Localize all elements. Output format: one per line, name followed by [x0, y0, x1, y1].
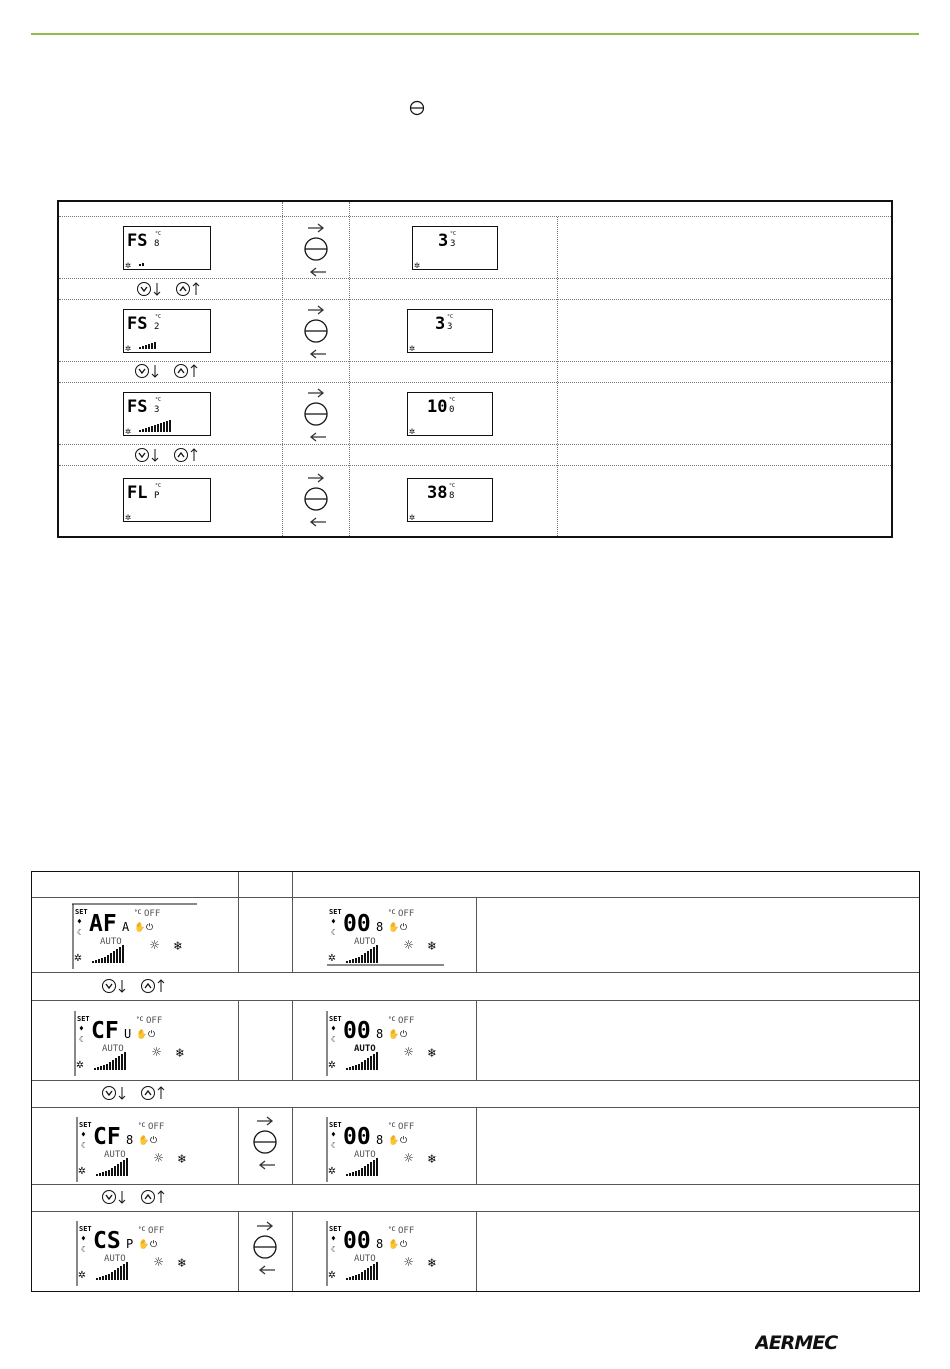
hand-icon: ✋	[388, 923, 400, 933]
fan-icon: ✲	[328, 950, 336, 965]
button-minus-icon	[302, 472, 332, 528]
unit-label: °C	[155, 397, 162, 403]
fan-icon: ✲	[409, 512, 416, 522]
column-divider	[476, 1000, 477, 1080]
speed-bars	[346, 1262, 378, 1280]
lcd-sub-text: 8	[376, 1133, 384, 1147]
button-minus-icon	[302, 304, 332, 360]
button-minus-icon	[251, 1220, 281, 1276]
lcd-main-text: 00	[343, 1228, 371, 1254]
fan-icon: ✲	[125, 426, 132, 436]
sun-icon: ☼	[152, 1043, 162, 1061]
auto-label: AUTO	[104, 1150, 126, 1160]
unit-label: °C	[155, 231, 162, 237]
hand-icon: ✋	[134, 923, 146, 933]
row-divider	[59, 465, 891, 466]
off-label: OFF	[398, 1016, 415, 1026]
lcd-main-text: CF	[91, 1018, 119, 1044]
full-lcd-display	[326, 903, 456, 969]
auto-label: AUTO	[354, 937, 376, 947]
row-divider	[32, 1080, 919, 1081]
off-label: OFF	[144, 909, 161, 919]
set-label: SET	[329, 1015, 342, 1023]
fan-icon: ✲	[125, 512, 132, 522]
thermometer-icon: ♦	[77, 917, 82, 926]
lcd-display	[407, 392, 493, 436]
fan-icon: ✲	[328, 1267, 336, 1282]
unit-label: °C	[449, 397, 456, 403]
auto-label: AUTO	[354, 1044, 376, 1054]
auto-label: AUTO	[104, 1254, 126, 1264]
snowflake-icon: ❄	[174, 939, 182, 954]
row-divider	[32, 972, 919, 973]
moon-icon: ☾	[81, 1245, 86, 1254]
fan-icon: ✲	[125, 260, 132, 270]
column-divider	[476, 897, 477, 972]
lcd-main-text: CF	[93, 1124, 121, 1150]
speed-bars	[346, 1158, 378, 1176]
column-divider	[238, 1211, 239, 1291]
lcd-main-text: CS	[93, 1228, 121, 1254]
lcd-display	[123, 478, 211, 522]
auto-label: AUTO	[354, 1254, 376, 1264]
thermometer-icon: ♦	[331, 917, 336, 926]
speed-bars	[94, 1052, 126, 1070]
row-divider	[32, 1184, 919, 1185]
power-icon: ⏻	[148, 1030, 156, 1040]
off-label: OFF	[398, 909, 415, 919]
lcd-sub-text: 8	[376, 1237, 384, 1251]
row-divider	[59, 444, 891, 445]
thermometer-icon: ♦	[331, 1130, 336, 1139]
fan-icon: ✲	[409, 343, 416, 353]
navigation-keys	[101, 1188, 173, 1206]
row-divider	[59, 382, 891, 383]
fan-icon: ✲	[409, 426, 416, 436]
set-label: SET	[329, 1225, 342, 1233]
lcd-sub-text: 2	[154, 322, 160, 332]
set-label: SET	[75, 908, 88, 916]
button-minus-icon	[251, 1115, 281, 1171]
lcd-main-text: FL	[127, 483, 148, 503]
moon-icon: ☾	[79, 1035, 84, 1044]
thermometer-icon: ♦	[331, 1234, 336, 1243]
navigation-keys	[101, 977, 173, 995]
column-divider	[349, 202, 350, 536]
unit-label: °C	[447, 314, 454, 320]
fan-icon: ✲	[125, 343, 132, 353]
speed-bars	[96, 1262, 128, 1280]
full-lcd-display	[326, 1010, 456, 1076]
lcd-main-text: 00	[343, 1018, 371, 1044]
full-lcd-display	[326, 1220, 456, 1286]
lcd-sub-text: U	[124, 1027, 132, 1041]
set-label: SET	[77, 1015, 90, 1023]
column-divider	[282, 202, 283, 536]
moon-icon: ☾	[331, 1141, 336, 1150]
full-lcd-display	[76, 1220, 206, 1286]
set-label: SET	[329, 1121, 342, 1129]
unit-label: °C	[136, 1016, 144, 1023]
power-icon: ⏻	[400, 1030, 408, 1040]
lcd-main-text: FS	[127, 231, 148, 251]
lcd-sub-text: 0	[449, 405, 455, 415]
header-rule	[31, 33, 919, 35]
hand-icon: ✋	[138, 1136, 150, 1146]
table-header-divider	[59, 216, 891, 217]
hand-icon: ✋	[388, 1240, 400, 1250]
lcd-main-text: FS	[127, 397, 148, 417]
lcd-display	[123, 309, 211, 353]
fan-icon: ✲	[328, 1057, 336, 1072]
unit-label: °C	[388, 1122, 396, 1129]
off-label: OFF	[146, 1016, 163, 1026]
snowflake-icon: ❄	[178, 1152, 186, 1167]
sun-icon: ☼	[404, 1253, 414, 1271]
lcd-display	[412, 226, 498, 270]
column-divider	[292, 872, 293, 972]
fan-icon: ✲	[76, 1057, 84, 1072]
lcd-sub-text: 8	[154, 239, 160, 249]
speed-bars	[346, 1052, 378, 1070]
button-minus-icon	[409, 100, 425, 116]
fan-icon: ✲	[74, 950, 82, 965]
navigation-keys	[101, 1084, 173, 1102]
power-icon: ⏻	[400, 923, 408, 933]
off-label: OFF	[148, 1122, 165, 1132]
full-lcd-display	[76, 1116, 206, 1182]
navigation-keys	[134, 446, 206, 464]
sun-icon: ☼	[150, 936, 160, 954]
column-divider	[292, 1211, 293, 1291]
lcd-main-text: AF	[89, 911, 117, 937]
moon-icon: ☾	[331, 1245, 336, 1254]
unit-label: °C	[138, 1226, 146, 1233]
auto-label: AUTO	[102, 1044, 124, 1054]
hand-icon: ✋	[388, 1136, 400, 1146]
sun-icon: ☼	[404, 1149, 414, 1167]
unit-label: °C	[450, 231, 457, 237]
lcd-sub-text: 8	[376, 920, 384, 934]
column-divider	[476, 1211, 477, 1291]
column-divider	[292, 1000, 293, 1080]
unit-label: °C	[388, 1226, 396, 1233]
moon-icon: ☾	[331, 1035, 336, 1044]
sun-icon: ☼	[404, 1043, 414, 1061]
fan-icon: ✲	[78, 1163, 86, 1178]
lcd-main-text: 3	[435, 314, 446, 334]
navigation-keys	[136, 280, 208, 298]
moon-icon: ☾	[77, 928, 82, 937]
lcd-sub-text: P	[126, 1237, 134, 1251]
unit-label: °C	[449, 483, 456, 489]
set-label: SET	[79, 1121, 92, 1129]
hand-icon: ✋	[388, 1030, 400, 1040]
snowflake-icon: ❄	[176, 1046, 184, 1061]
unit-label: °C	[138, 1122, 146, 1129]
off-label: OFF	[398, 1122, 415, 1132]
power-icon: ⏻	[146, 923, 154, 933]
lcd-sub-text: 8	[449, 491, 455, 501]
fan-icon: ✲	[414, 260, 421, 270]
lcd-sub-text: 8	[376, 1027, 384, 1041]
thermometer-icon: ♦	[79, 1024, 84, 1033]
lcd-display	[123, 392, 211, 436]
off-label: OFF	[148, 1226, 165, 1236]
fan-icon: ✲	[78, 1267, 86, 1282]
auto-label: AUTO	[100, 937, 122, 947]
row-divider	[59, 299, 891, 300]
lcd-sub-text: 8	[126, 1133, 134, 1147]
lcd-main-text: 00	[343, 911, 371, 937]
aermec-logo	[755, 1330, 845, 1354]
lcd-sub-text: A	[122, 920, 130, 934]
set-label: SET	[79, 1225, 92, 1233]
sun-icon: ☼	[154, 1253, 164, 1271]
thermometer-icon: ♦	[81, 1130, 86, 1139]
lcd-main-text: FS	[127, 314, 148, 334]
lcd-sub-text: P	[154, 491, 160, 501]
speed-bars	[346, 945, 378, 963]
off-label: OFF	[398, 1226, 415, 1236]
unit-label: °C	[388, 1016, 396, 1023]
navigation-keys	[134, 362, 206, 380]
speed-bars	[92, 945, 124, 963]
column-divider	[476, 1107, 477, 1184]
lcd-sub-text: 3	[154, 405, 160, 415]
lcd-display	[407, 478, 493, 522]
full-lcd-display	[74, 1010, 204, 1076]
column-divider	[238, 1000, 239, 1080]
button-minus-icon	[302, 222, 332, 278]
thermometer-icon: ♦	[331, 1024, 336, 1033]
snowflake-icon: ❄	[428, 1046, 436, 1061]
column-divider	[238, 872, 239, 972]
snowflake-icon: ❄	[428, 1256, 436, 1271]
lcd-main-text: 10	[427, 397, 448, 417]
column-divider	[557, 217, 558, 536]
lcd-display	[407, 309, 493, 353]
lcd-main-text: 00	[343, 1124, 371, 1150]
auto-label: AUTO	[354, 1150, 376, 1160]
snowflake-icon: ❄	[428, 939, 436, 954]
hand-icon: ✋	[136, 1030, 148, 1040]
unit-label: °C	[134, 909, 142, 916]
logo-text: AERMEC	[755, 1332, 838, 1354]
column-divider	[292, 1107, 293, 1184]
sun-icon: ☼	[404, 936, 414, 954]
moon-icon: ☾	[81, 1141, 86, 1150]
button-minus-icon	[302, 387, 332, 443]
power-icon: ⏻	[400, 1240, 408, 1250]
lcd-sub-text: 3	[450, 239, 456, 249]
lcd-display	[123, 226, 211, 270]
column-divider	[238, 1107, 239, 1184]
power-icon: ⏻	[150, 1136, 158, 1146]
row-divider	[59, 278, 891, 279]
power-icon: ⏻	[150, 1240, 158, 1250]
thermometer-icon: ♦	[81, 1234, 86, 1243]
moon-icon: ☾	[331, 928, 336, 937]
unit-label: °C	[155, 314, 162, 320]
snowflake-icon: ❄	[428, 1152, 436, 1167]
unit-label: °C	[155, 483, 162, 489]
snowflake-icon: ❄	[178, 1256, 186, 1271]
sun-icon: ☼	[154, 1149, 164, 1167]
unit-label: °C	[388, 909, 396, 916]
hand-icon: ✋	[138, 1240, 150, 1250]
lcd-main-text: 38	[427, 483, 448, 503]
speed-bars	[96, 1158, 128, 1176]
fan-icon: ✲	[328, 1163, 336, 1178]
lcd-sub-text: 3	[447, 322, 453, 332]
lcd-main-text: 3	[438, 231, 449, 251]
full-lcd-display	[72, 903, 202, 969]
set-label: SET	[329, 908, 342, 916]
full-lcd-display	[326, 1116, 456, 1182]
power-icon: ⏻	[400, 1136, 408, 1146]
